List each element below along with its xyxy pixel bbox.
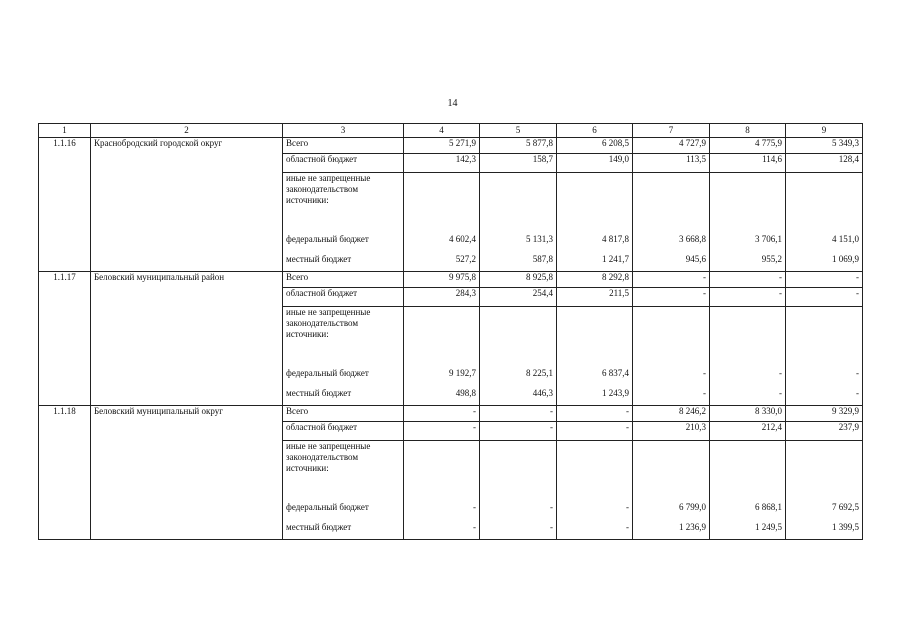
amount-cell (557, 441, 633, 496)
amount-cell: 9 192,7 (404, 361, 480, 379)
amount-cell: 8 925,8 (480, 272, 557, 288)
amount-cell: - (633, 288, 710, 307)
amount-cell (786, 441, 863, 496)
spacer-cell (557, 535, 633, 540)
amount-cell: - (557, 422, 633, 441)
amount-cell: 6 837,4 (557, 361, 633, 379)
amount-cell (786, 173, 863, 228)
amount-cell: 5 349,3 (786, 138, 863, 154)
amount-cell: 211,5 (557, 288, 633, 307)
spacer-cell (633, 535, 710, 540)
amount-cell: 587,8 (480, 245, 557, 267)
amount-cell: 446,3 (480, 379, 557, 401)
funding-source-label: иные не запрещенные законодательством источники: (283, 173, 404, 228)
header-row (39, 124, 863, 138)
budget-table (38, 123, 863, 540)
amount-cell: 3 706,1 (710, 227, 786, 245)
amount-cell: 945,6 (633, 245, 710, 267)
amount-cell: - (710, 361, 786, 379)
amount-cell: 5 271,9 (404, 138, 480, 154)
spacer-cell (404, 535, 480, 540)
amount-cell (633, 173, 710, 228)
amount-cell: - (404, 513, 480, 535)
header-cell: 9 (786, 124, 863, 138)
amount-cell: 4 817,8 (557, 227, 633, 245)
amount-cell: 1 241,7 (557, 245, 633, 267)
amount-cell: 9 975,8 (404, 272, 480, 288)
amount-cell (557, 307, 633, 362)
amount-cell: 527,2 (404, 245, 480, 267)
funding-source-label: областной бюджет (283, 288, 404, 307)
total-row (39, 272, 863, 288)
amount-cell: 8 330,0 (710, 406, 786, 422)
row-code-cell: 1.1.17 (39, 272, 91, 406)
amount-cell: 284,3 (404, 288, 480, 307)
total-row (39, 138, 863, 154)
funding-source-label: Всего (283, 138, 404, 154)
amount-cell: 1 236,9 (633, 513, 710, 535)
amount-cell: 4 775,9 (710, 138, 786, 154)
amount-cell (480, 307, 557, 362)
amount-cell (404, 307, 480, 362)
amount-cell: 1 249,5 (710, 513, 786, 535)
amount-cell: - (557, 406, 633, 422)
amount-cell: - (404, 422, 480, 441)
amount-cell (633, 441, 710, 496)
amount-cell: - (480, 513, 557, 535)
funding-source-label: иные не запрещенные законодательством источники: (283, 441, 404, 496)
amount-cell: 128,4 (786, 154, 863, 173)
row-code-cell: 1.1.16 (39, 138, 91, 272)
amount-cell (710, 173, 786, 228)
amount-cell: - (633, 379, 710, 401)
funding-source-label: местный бюджет (283, 245, 404, 267)
amount-cell: - (633, 272, 710, 288)
total-row (39, 406, 863, 422)
amount-cell: 8 246,2 (633, 406, 710, 422)
amount-cell: - (480, 422, 557, 441)
page-number: 14 (447, 98, 458, 109)
amount-cell (710, 307, 786, 362)
amount-cell: - (786, 361, 863, 379)
header-cell: 3 (283, 124, 404, 138)
spacer-cell (710, 535, 786, 540)
amount-cell: 113,5 (633, 154, 710, 173)
amount-cell (710, 441, 786, 496)
header-cell: 1 (39, 124, 91, 138)
amount-cell (557, 173, 633, 228)
amount-cell (404, 173, 480, 228)
funding-source-label: Всего (283, 272, 404, 288)
amount-cell: 3 668,8 (633, 227, 710, 245)
amount-cell: - (557, 495, 633, 513)
amount-cell: 4 151,0 (786, 227, 863, 245)
amount-cell: 5 877,8 (480, 138, 557, 154)
amount-cell: - (404, 406, 480, 422)
amount-cell (480, 441, 557, 496)
header-cell: 6 (557, 124, 633, 138)
funding-source-label: иные не запрещенные законодательством источники: (283, 307, 404, 362)
amount-cell: - (710, 272, 786, 288)
funding-source-label: федеральный бюджет (283, 227, 404, 245)
amount-cell: 212,4 (710, 422, 786, 441)
amount-cell: - (786, 272, 863, 288)
municipality-name-cell: Беловский муниципальный округ (91, 406, 283, 540)
spacer-cell (480, 535, 557, 540)
amount-cell: 498,8 (404, 379, 480, 401)
municipality-name-cell: Краснобродский городской округ (91, 138, 283, 272)
amount-cell: 8 292,8 (557, 272, 633, 288)
amount-cell: 4 727,9 (633, 138, 710, 154)
header-cell: 5 (480, 124, 557, 138)
funding-source-label: областной бюджет (283, 422, 404, 441)
amount-cell: 1 243,9 (557, 379, 633, 401)
amount-cell (480, 173, 557, 228)
amount-cell: 237,9 (786, 422, 863, 441)
amount-cell: 1 069,9 (786, 245, 863, 267)
header-cell: 4 (404, 124, 480, 138)
amount-cell: 7 692,5 (786, 495, 863, 513)
amount-cell: - (480, 495, 557, 513)
funding-source-label: местный бюджет (283, 379, 404, 401)
amount-cell: 6 868,1 (710, 495, 786, 513)
amount-cell: 5 131,3 (480, 227, 557, 245)
amount-cell: 6 208,5 (557, 138, 633, 154)
amount-cell: 6 799,0 (633, 495, 710, 513)
amount-cell: - (710, 379, 786, 401)
amount-cell: - (786, 379, 863, 401)
header-cell: 8 (710, 124, 786, 138)
funding-source-label: федеральный бюджет (283, 361, 404, 379)
amount-cell: - (404, 495, 480, 513)
amount-cell: - (710, 288, 786, 307)
funding-source-label: федеральный бюджет (283, 495, 404, 513)
funding-source-label: Всего (283, 406, 404, 422)
amount-cell: - (633, 361, 710, 379)
row-code-cell: 1.1.18 (39, 406, 91, 540)
amount-cell (404, 441, 480, 496)
amount-cell: 114,6 (710, 154, 786, 173)
amount-cell (786, 307, 863, 362)
funding-source-label: областной бюджет (283, 154, 404, 173)
amount-cell: - (786, 288, 863, 307)
spacer-cell (786, 535, 863, 540)
amount-cell: 158,7 (480, 154, 557, 173)
amount-cell: 210,3 (633, 422, 710, 441)
amount-cell: 9 329,9 (786, 406, 863, 422)
funding-source-label: местный бюджет (283, 513, 404, 535)
amount-cell: 4 602,4 (404, 227, 480, 245)
amount-cell: - (480, 406, 557, 422)
amount-cell: 8 225,1 (480, 361, 557, 379)
amount-cell (633, 307, 710, 362)
table-body (39, 124, 863, 540)
amount-cell: 142,3 (404, 154, 480, 173)
header-cell: 7 (633, 124, 710, 138)
header-cell: 2 (91, 124, 283, 138)
amount-cell: - (557, 513, 633, 535)
amount-cell: 254,4 (480, 288, 557, 307)
amount-cell: 955,2 (710, 245, 786, 267)
municipality-name-cell: Беловский муниципальный район (91, 272, 283, 406)
amount-cell: 1 399,5 (786, 513, 863, 535)
spacer-cell (283, 535, 404, 540)
amount-cell: 149,0 (557, 154, 633, 173)
